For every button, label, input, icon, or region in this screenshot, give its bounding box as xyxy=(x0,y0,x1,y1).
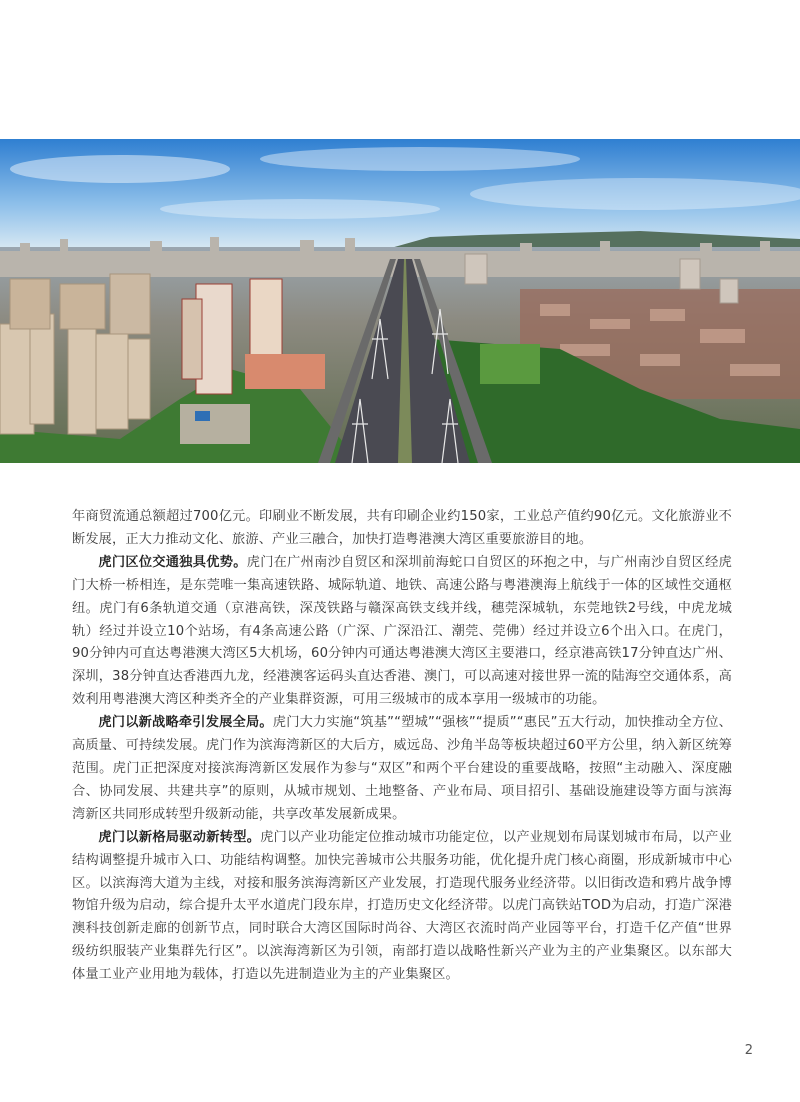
cloud xyxy=(160,199,440,219)
low-rise-block xyxy=(245,354,325,389)
paragraph-2-lead: 虎门区位交通独具优势。 xyxy=(98,554,247,570)
construction-site xyxy=(180,404,250,444)
paragraph-1 xyxy=(72,506,732,552)
paragraph-4-lead: 虎门以新格局驱动新转型。 xyxy=(98,829,261,845)
paragraph-4-text: 虎门以产业功能定位推动城市功能定位，以产业规划布局谋划城市布局，以产业结构调整提升城市入口、功能结构调整。加快完善城市公共服务功能，优化提升虎门核心商圈，形成新城市中心区。以滨海湾大道为主线，对接和服务滨海湾新区产业发展，打造现代服务业经济带。以旧街改造和鸦片战争博物馆升级为启动，综合提升太平水道虎门段东岸，打造历史文化经济带。以虎门高铁站TOD为启动，打造广深港澳科技创新走廊的创新节点，同时联合大湾区国际时尚谷、大湾区衣流时尚产业园等平台，打造千亿产值“世界级纺织服装产业集群先行区”。以滨海湾新区为引领，南部打造以战略性新兴产业为主的产业集聚区。以东部大体量工业产业用地为载体，打造以先进制造业为主的产业集聚区。 xyxy=(72,829,732,983)
paragraph-2 xyxy=(72,552,732,712)
paragraph-1-text: 年商贸流通总额超过700亿元。印刷业不断发展，共有印刷企业约150家，工业总产值约90亿元。文化旅游业不断发展，正大力推动文化、旅游、产业三融合，加快打造粤港澳大湾区重要旅游目的地。 xyxy=(72,509,732,547)
cloud xyxy=(10,155,230,183)
paragraph-3-text: 虎门大力实施“筑基”“塑城”“强核”“提质”“惠民”五大行动，加快推动全方位、高质量、可持续发展。虎门作为滨海湾新区的大后方，威远岛、沙角半岛等板块超过60平方公里，纳入新区统筹范围。虎门正把深度对接滨海湾新区发展作为参与“双区”和两个平台建设的重要战略，按照“主动融入、深度融合、协同发展、共建共享”的原则，从城市规划、土地整备、产业布局、项目招引、基础设施建设等方面与滨海湾新区共同形成转型升级新动能，共享改革发展新成果。 xyxy=(72,715,732,822)
paragraph-3-lead: 虎门以新战略牵引发展全局。 xyxy=(98,715,273,731)
paragraph-4 xyxy=(72,827,732,987)
city-aerial-illustration xyxy=(0,139,800,463)
article-body xyxy=(72,506,732,987)
page-number: 2 xyxy=(744,1043,753,1058)
city-aerial-photo xyxy=(0,139,800,463)
paragraph-2-text: 虎门在广州南沙自贸区和深圳前海蛇口自贸区的环抱之中，与广州南沙自贸区经虎门大桥一桥相连，是东莞唯一集高速铁路、城际轨道、地铁、高速公路与粤港澳海上航线于一体的区域性交通枢纽。虎门有6条轨道交通（京港高铁，深茂铁路与赣深高铁支线并线，穗莞深城轨，东莞地铁2号线，中虎龙城轨）经过并设立10个站场，有4条高速公路（广深、广深沿江、潮莞、莞佛）经过并设立6个出入口。在虎门，90分钟内可直达粤港澳大湾区5大机场，60分钟内可通达粤港澳大湾区主要港口，经京港高铁17分钟直达广州、深圳，38分钟直达香港西九龙，经港澳客运码头直达香港、澳门，可以高速对接世界一流的陆海空交通体系，高效利用粤港澳大湾区种类齐全的产业集群资源，可用三级城市的成本享用一级城市的功能。 xyxy=(72,554,732,708)
left-high-rises xyxy=(0,274,150,434)
green-field xyxy=(480,344,540,384)
paragraph-3 xyxy=(72,712,732,827)
cloud xyxy=(260,147,580,171)
cloud xyxy=(470,178,800,210)
